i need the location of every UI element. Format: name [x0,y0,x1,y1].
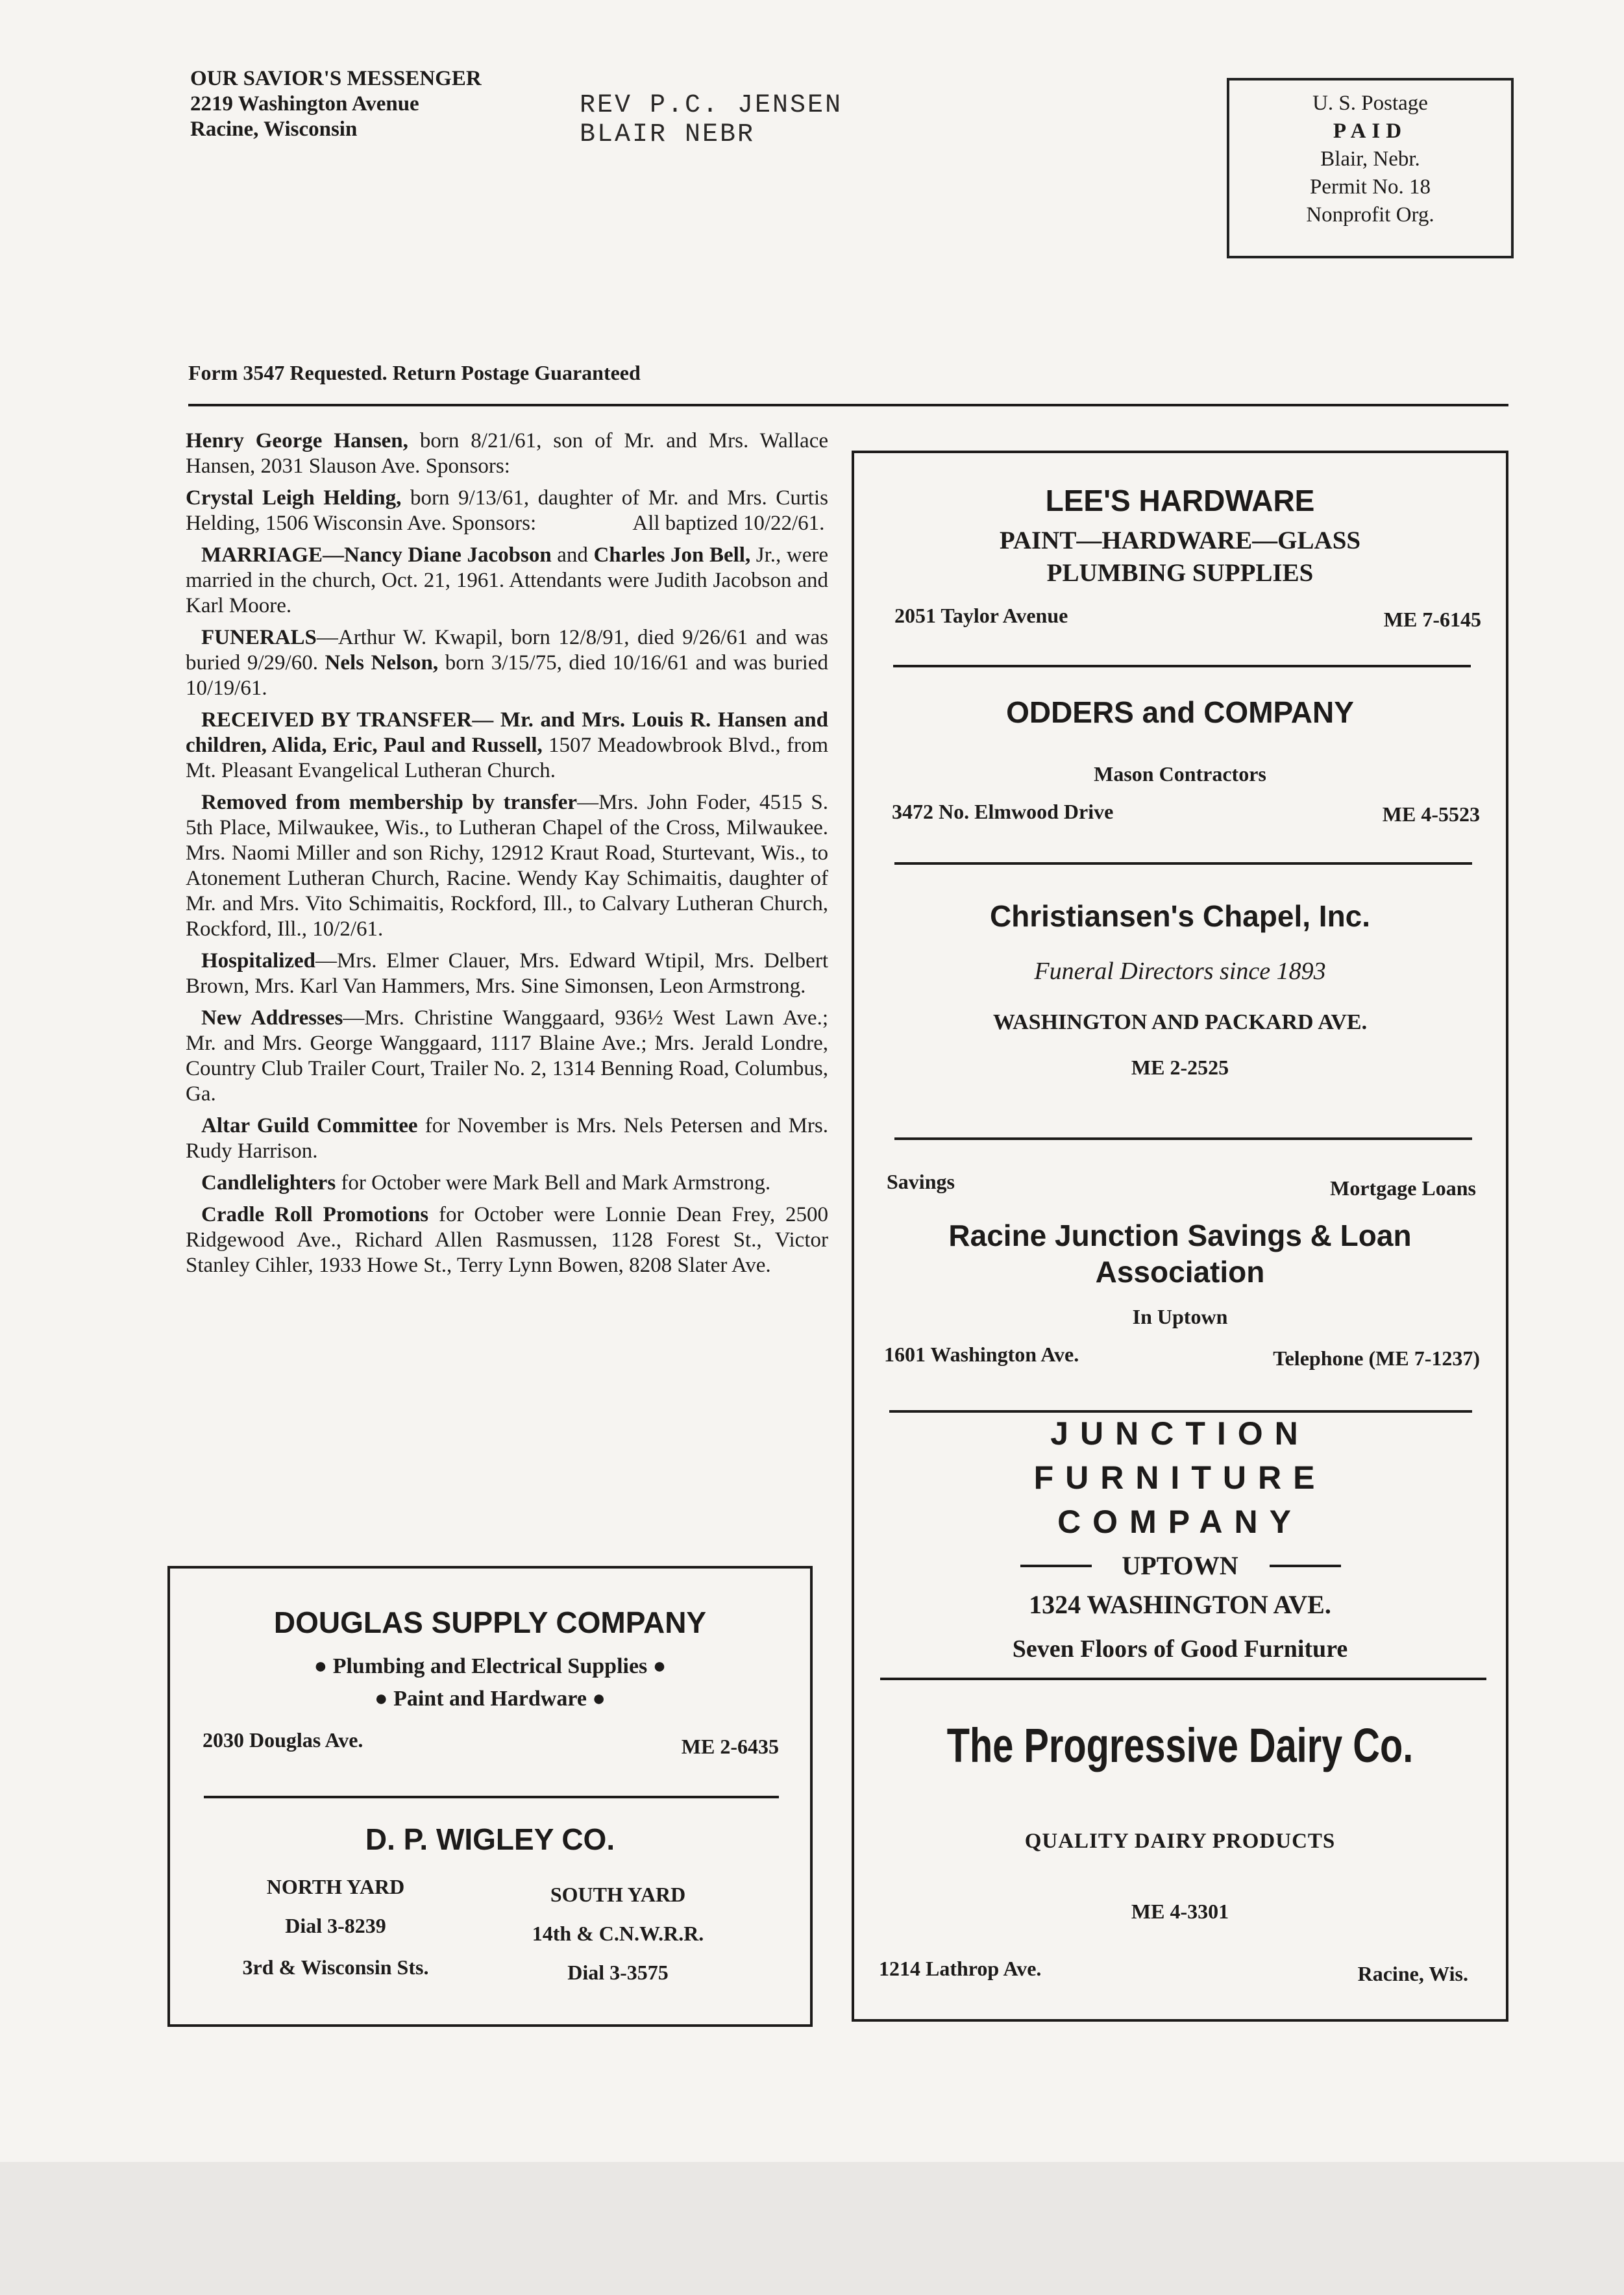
odders-line1: Mason Contractors [1094,762,1266,786]
postage-line: Blair, Nebr. [1320,147,1420,171]
ad-separator [894,1137,1472,1140]
christiansen-line1: Funeral Directors since 1893 [1034,958,1326,985]
savings-name-line2: Association [1095,1255,1265,1289]
news-item [186,486,828,536]
hospitalized-heading: Hospitalized [201,949,316,973]
postage-paid: PAID [1333,119,1408,143]
marriage-heading: MARRIAGE—Nancy Diane Jacobson [201,543,552,567]
dairy-name: The Progressive Dairy Co. [946,1718,1414,1772]
postage-line: Permit No. 18 [1309,175,1431,199]
douglas-line1-text: Plumbing and Electrical Supplies [332,1654,648,1678]
publication-name: OUR SAVIOR'S MESSENGER [190,67,482,90]
news-item [186,625,828,701]
savings-name-line1: Racine Junction Savings & Loan [948,1219,1412,1252]
ad-separator [880,1678,1486,1680]
candlelighters-heading: Candlelighters [201,1171,336,1195]
christiansen-phone: ME 2-2525 [1131,1056,1229,1079]
addressee-name: REV P.C. JENSEN [580,91,843,120]
news-text: 1507 Meadowbrook Blvd., from Mt. Pleasant Evangelical Lutheran Church. [186,734,828,782]
douglas-address: 2030 Douglas Ave. [203,1728,363,1752]
furniture-uptown: UPTOWN [1122,1551,1238,1580]
altar-guild-heading: Altar Guild Committee [201,1114,418,1137]
news-text: for October were Lonnie Dean Frey, 2500 Ridgewood Ave., Richard Allen Rasmussen, 1128 Forest St., Victor Stanley Cihler, 1933 Howe St., Terry Lynn Bowen, 8208 Slater Ave. [186,1203,828,1277]
return-address [190,66,482,142]
news-text: —Mrs. John Foder, 4515 S. 5th Place, Milwaukee, Wis., to Lutheran Chapel of the Cross, Milwaukee. Mrs. Naomi Miller and son Richy, 12912 Kraut Road, Sturtevant, Wis., to Atonement Lutheran Church, Racine. Wendy Kay Schimaitis, daughter of Mr. and Mrs. Vito Schimaitis, Rockford, Ill., to Calvary Lutheran Church, Rockford, Ill., 10/2/61. [186,791,828,941]
baptism-name: Henry George Hansen, [186,429,408,453]
ad-separator [894,862,1472,865]
news-text: —Mrs. Elmer Clauer, Mrs. Edward Wtipil, Mrs. Delbert Brown, Mrs. Karl Van Hammers, Mrs. Sine Simonsen, Leon Armstrong. [186,949,828,998]
postage-indicia [1227,78,1514,258]
addresses-heading: New Addresses [201,1006,343,1030]
publication-street: 2219 Washington Avenue [190,92,419,116]
news-text: born 9/13/61, daughter of Mr. and Mrs. Curtis Helding, 1506 Wisconsin Ave. Sponsors: [186,486,828,535]
funerals-heading: FUNERALS [201,626,317,649]
addressee-city: BLAIR NEBR [580,120,756,149]
paper-edge [0,2162,1624,2295]
news-item [186,543,828,619]
lees-name: LEE'S HARDWARE [1045,484,1315,517]
publication-city: Racine, Wisconsin [190,118,358,141]
news-text: born 3/15/75, died 10/16/61 and was buried 10/19/61. [186,651,828,700]
douglas-line2: ● Paint and Hardware ● [375,1687,606,1711]
news-text: and [551,543,594,567]
dairy-line1: QUALITY DAIRY PRODUCTS [1024,1830,1336,1853]
baptism-note: All baptized 10/22/61. [632,512,825,535]
north-yard-address: 3rd & Wisconsin Sts. [242,1955,429,1979]
christiansen-name: Christiansen's Chapel, Inc. [989,899,1371,933]
removed-heading: Removed from membership by transfer [201,791,578,814]
lees-address: 2051 Taylor Avenue [894,604,1068,627]
dairy-name-wrap [854,1718,1506,1773]
dairy-address: 1214 Lathrop Ave. [879,1957,1042,1980]
lees-line1: PAINT—HARDWARE—GLASS [999,527,1361,554]
savings-address: 1601 Washington Ave. [884,1343,1079,1366]
lees-line2: PLUMBING SUPPLIES [1046,559,1314,587]
dairy-city: Racine, Wis. [1357,1962,1468,1985]
ad-box-right [852,451,1508,2022]
christiansen-line2: WASHINGTON AND PACKARD AVE. [992,1010,1368,1034]
transfer-heading: RECEIVED BY TRANSFER— Mr. and Mrs. Louis R. Hansen and children, Alida, Eric, Paul and Russell, [186,708,828,757]
douglas-line2-text: Paint and Hardware [393,1687,587,1711]
ad-separator [893,665,1471,667]
addressee-label [580,91,843,149]
news-text: for October were Mark Bell and Mark Armstrong. [336,1171,771,1195]
south-yard-label: SOUTH YARD [550,1883,686,1906]
savings-label: Savings [887,1170,955,1193]
cradle-roll-heading: Cradle Roll Promotions [201,1203,429,1226]
postage-line: U. S. Postage [1312,92,1428,115]
south-yard-address: 14th & C.N.W.R.R. [532,1922,704,1945]
news-item [186,949,828,999]
form-notice: Form 3547 Requested. Return Postage Guaranteed [188,361,641,384]
ad-box-left [167,1566,813,2027]
lees-phone: ME 7-6145 [1383,608,1481,631]
odders-address: 3472 No. Elmwood Drive [892,800,1114,823]
news-item [186,790,828,942]
news-text: Jr., were married in the church, Oct. 21, 1961. Attendants were Judith Jacobson and Karl Moore. [186,543,828,617]
marriage-name: Charles Jon Bell, [593,543,751,567]
news-text: —Arthur W. Kwapil, born 12/8/91, died 9/26/61 and was buried 9/29/60. [186,626,828,675]
news-text: —Mrs. Christine Wanggaard, 936½ West Lawn Ave.; Mr. and Mrs. George Wanggaard, 1117 Blaine Ave.; Mrs. Jerald Londre, Country Club Trailer Court, Trailer No. 2, 1314 Benning Road, Columbus, Ga. [186,1006,828,1106]
funeral-name: Nels Nelson, [325,651,439,675]
news-item [186,428,828,479]
uptown-rule-right [1270,1565,1341,1567]
ad-separator [204,1796,779,1798]
mortgage-label: Mortgage Loans [1330,1176,1476,1200]
furniture-line1: JUNCTION [1050,1415,1310,1452]
odders-name: ODDERS and COMPANY [1006,695,1354,729]
furniture-slogan: Seven Floors of Good Furniture [1012,1635,1348,1663]
douglas-name: DOUGLAS SUPPLY COMPANY [273,1606,707,1639]
postage-line: Nonprofit Org. [1306,203,1434,227]
dairy-phone: ME 4-3301 [1131,1900,1229,1923]
header-rule [188,404,1508,406]
savings-uptown: In Uptown [1132,1305,1228,1328]
news-item [186,1171,828,1196]
news-text: for November is Mrs. Nels Petersen and Mrs. Rudy Harrison. [186,1114,828,1163]
baptism-name: Crystal Leigh Helding, [186,486,402,510]
news-item [186,708,828,784]
furniture-address: 1324 WASHINGTON AVE. [1029,1590,1331,1619]
douglas-phone: ME 2-6435 [681,1735,779,1758]
savings-phone: Telephone (ME 7-1237) [1273,1346,1480,1370]
north-yard-dial: Dial 3-8239 [285,1914,386,1937]
news-text: born 8/21/61, son of Mr. and Mrs. Wallace Hansen, 2031 Slauson Ave. Sponsors: [186,429,828,478]
north-yard-label: NORTH YARD [266,1875,405,1898]
south-yard-dial: Dial 3-3575 [567,1961,669,1984]
furniture-line2: FURNITURE [1033,1459,1327,1496]
douglas-line1: ● Plumbing and Electrical Supplies ● [314,1654,667,1678]
wigley-name: D. P. WIGLEY CO. [365,1822,615,1856]
news-item [186,1006,828,1107]
news-column [186,428,828,1285]
news-item [186,1113,828,1164]
furniture-line3: COMPANY [1057,1504,1303,1540]
odders-phone: ME 4-5523 [1382,802,1480,826]
news-item [186,1202,828,1278]
